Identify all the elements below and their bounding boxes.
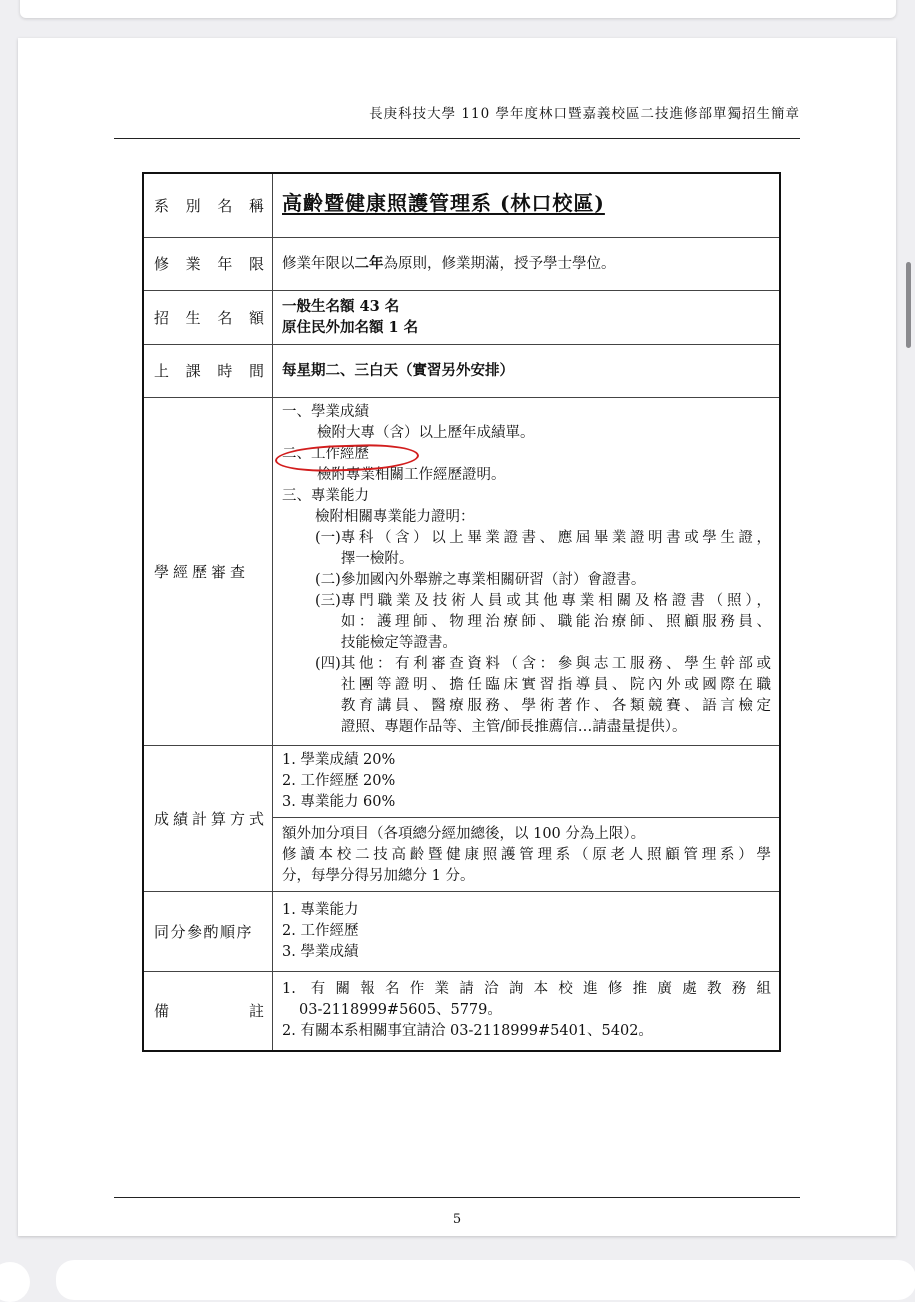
review-section-1-desc: 檢附大專（含）以上歷年成績單。 bbox=[317, 424, 535, 441]
quota-general: 一般生名額 43 名 bbox=[282, 298, 400, 315]
label-department: 系 別 名 稱 bbox=[143, 173, 273, 237]
row-quota bbox=[143, 290, 780, 344]
notes-item-2: 2. 有關本系相關事宜請洽 03-2118999#5401、5402。 bbox=[282, 1023, 653, 1040]
tiebreak-item-1: 1. 專業能力 bbox=[282, 901, 359, 918]
review-section-2-desc: 檢附專業相關工作經歷證明。 bbox=[317, 466, 506, 483]
footer-rule bbox=[114, 1197, 800, 1198]
row-tiebreak bbox=[143, 891, 780, 971]
review-item-2: (二) 參加國內外舉辦之專業相關研習（討）會證書。 bbox=[315, 571, 646, 588]
scoring-item-2: 2. 工作經歷 20% bbox=[282, 772, 396, 789]
scrollbar-thumb[interactable] bbox=[906, 262, 911, 348]
admission-table bbox=[142, 172, 781, 1052]
previous-page-edge bbox=[20, 0, 896, 18]
label-review: 學經歷審查 bbox=[143, 397, 273, 745]
review-section-1-title: 一、學業成績 bbox=[282, 403, 369, 420]
row-scoring bbox=[143, 745, 780, 891]
row-department bbox=[143, 173, 780, 237]
review-item-3: (三) 專門職業及技術人員或其他專業相關及格證書（照）， 如：護理師、物理治療師、職能治療師、照顧服務員、 技能檢定等證書。 bbox=[315, 592, 771, 651]
duration-value: 修業年限以二年為原則，修業期滿，授予學士學位。 bbox=[273, 237, 781, 290]
bottom-toolbar-button[interactable] bbox=[0, 1262, 30, 1302]
review-section-3-title: 三、專業能力 bbox=[282, 487, 369, 504]
row-schedule bbox=[143, 344, 780, 397]
schedule-value: 每星期二、三白天（實習另外安排） bbox=[273, 344, 781, 397]
row-review bbox=[143, 397, 780, 745]
scoring-extra: 額外加分項目（各項總分經加總後，以 100 分為上限）。 修讀本校二技高齡暨健康照護管理系（原老人照顧管理系）學 分，每學分得另加總分 1 分。 bbox=[273, 817, 779, 887]
review-item-4: (四) 其他：有利審查資料（含：參與志工服務、學生幹部或 社團等證明、擔任臨床實習指導員、院內外或國際在職 教育講員、醫療服務、學術著作、各類競賽、語言檢定 證照、專題作品等、主管/師長推薦信…請盡量提供）。 bbox=[315, 655, 771, 735]
page-number: 5 bbox=[452, 1212, 462, 1227]
review-item-1: (一) 專科（含）以上畢業證書、應屆畢業證明書或學生證， 擇一檢附。 bbox=[315, 529, 771, 567]
tiebreak-item-3: 3. 學業成績 bbox=[282, 943, 359, 960]
quota-indigenous: 原住民外加名額 1 名 bbox=[282, 319, 419, 336]
label-quota: 招 生 名 額 bbox=[143, 290, 273, 344]
bottom-toolbar[interactable] bbox=[56, 1260, 915, 1300]
review-section-2-title: 二、工作經歷 bbox=[282, 445, 369, 462]
scoring-item-3: 3. 專業能力 60% bbox=[282, 793, 396, 810]
department-name: 高齡暨健康照護管理系 (林口校區) bbox=[282, 191, 605, 216]
label-notes: 備 註 bbox=[143, 971, 273, 1051]
scoring-item-1: 1. 學業成績 20% bbox=[282, 751, 396, 768]
row-duration bbox=[143, 237, 780, 290]
review-section-3-desc: 檢附相關專業能力證明： bbox=[315, 508, 475, 525]
notes-item-1: 1. 有關報名作業請洽詢本校進修推廣處教務組 bbox=[282, 981, 771, 998]
document-page bbox=[18, 38, 896, 1236]
label-duration: 修 業 年 限 bbox=[143, 237, 273, 290]
notes-item-1-cont: 03-2118999#5605、5779。 bbox=[299, 1002, 502, 1019]
tiebreak-item-2: 2. 工作經歷 bbox=[282, 922, 359, 939]
row-notes bbox=[143, 971, 780, 1051]
label-schedule: 上 課 時 間 bbox=[143, 344, 273, 397]
page-header: 長庚科技大學 110 學年度林口暨嘉義校區二技進修部單獨招生簡章 bbox=[369, 106, 800, 122]
label-tiebreak: 同分參酌順序 bbox=[143, 891, 273, 971]
header-rule bbox=[114, 138, 800, 139]
label-scoring: 成績計算方式 bbox=[143, 745, 273, 891]
